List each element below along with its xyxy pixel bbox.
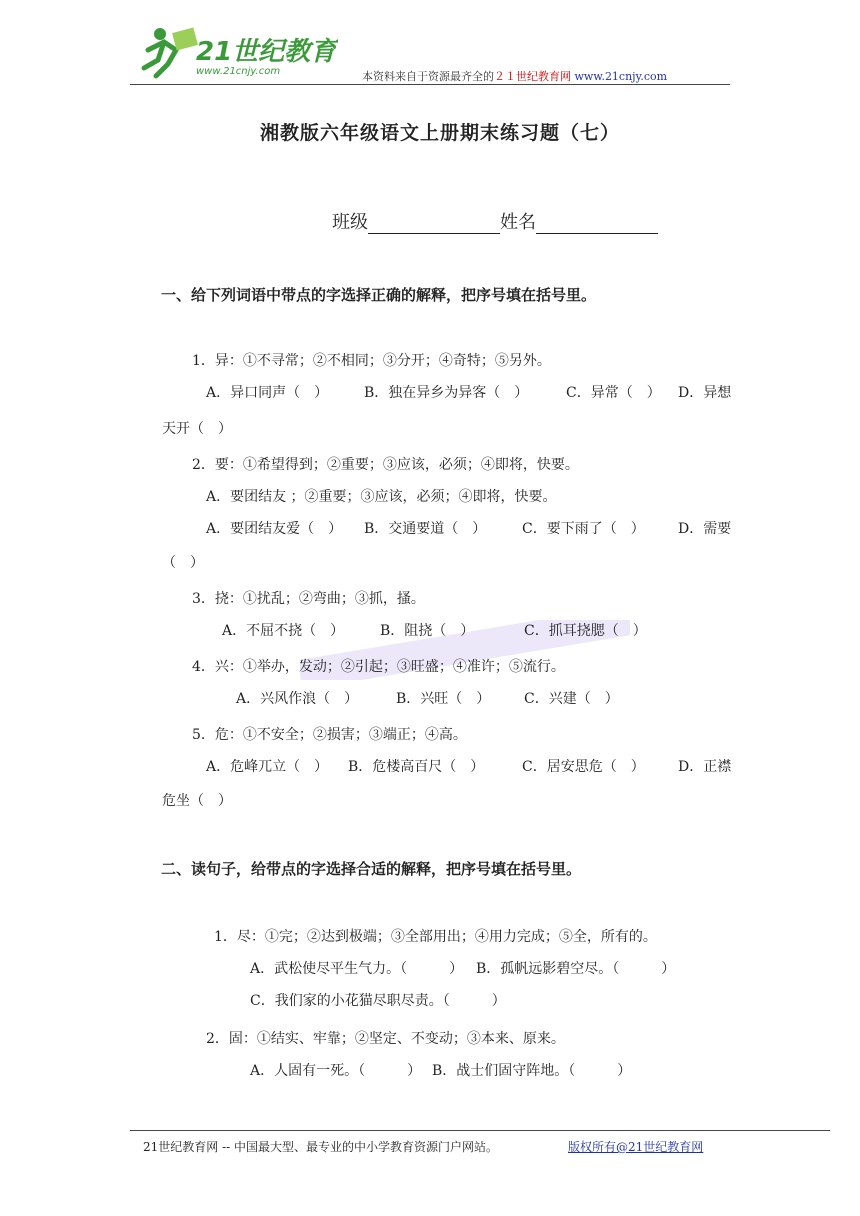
footer-text: 21世纪教育网 -- 中国最大型、最专业的中小学教育资源门户网站。: [143, 1140, 499, 1154]
tagline-url-link[interactable]: www.21cnjy.com: [574, 70, 668, 83]
q1-option-d: D．异想: [678, 385, 732, 401]
s2-q1-option-b: B．孤帆远影碧空尽。（ ）: [476, 961, 676, 977]
q2-option-a: A．要团结友爱（ ）: [206, 521, 343, 537]
q2-extra-line: A．要团结友 ；②重要；③应该，必须；④即将，快要。: [206, 489, 557, 505]
s2-q1-option-c: C．我们家的小花猫尽职尽责。（ ）: [250, 993, 506, 1009]
s2-q2-option-a: A．人固有一死。（ ）: [250, 1063, 422, 1079]
q3-option-b: B．阻挠（ ）: [380, 623, 475, 639]
q5-option-b: B．危楼高百尺（ ）: [348, 759, 485, 775]
site-logo: [138, 20, 338, 86]
q1-option-d-cont: 天开（ ）: [162, 421, 232, 437]
q2-option-b: B．交通要道（ ）: [364, 521, 487, 537]
q1-option-b: B．独在异乡为异客（ ）: [364, 385, 529, 401]
class-label: 班级: [332, 212, 368, 233]
runner-logo-icon: [138, 20, 338, 86]
q4-option-a: A．兴风作浪（ ）: [236, 691, 359, 707]
class-field[interactable]: [368, 215, 500, 234]
q3-option-c: C．抓耳挠腮（ ）: [524, 623, 647, 639]
q5-definition: 5．危：①不安全；②损害；③端正；④高。: [192, 727, 467, 743]
q1-option-c: C．异常（ ）: [566, 385, 661, 401]
q4-definition: 4．兴：①举办，发动；②引起；③旺盛；④准许；⑤流行。: [192, 659, 565, 675]
tagline-prefix: 本资料来自于资源最齐全的: [362, 70, 494, 83]
header-tagline: [362, 68, 667, 84]
q5-option-c: C．居安思危（ ）: [522, 759, 645, 775]
s2-q1-definition: 1．尽：①完；②达到极端；③全部用出；④用力完成；⑤全，所有的。: [214, 929, 657, 945]
footer-divider: [130, 1130, 830, 1131]
q4-option-b: B．兴旺（ ）: [396, 691, 491, 707]
q2-definition: 2．要：①希望得到；②重要；③应该，必须；④即将，快要。: [192, 457, 579, 473]
svg-text:21世纪教育: 21世纪教育: [196, 37, 337, 67]
q1-definition: 1．异：①不寻常；②不相同；③分开；④奇特；⑤另外。: [192, 353, 551, 369]
section-2-heading: 二、读句子，给带点的字选择合适的解释，把序号填在括号里。: [161, 860, 582, 878]
svg-text:www.21cnjy.com: www.21cnjy.com: [196, 66, 281, 77]
section-1-heading: 一、给下列词语中带点的字选择正确的解释，把序号填在括号里。: [161, 286, 597, 304]
q2-option-d-cont: （ ）: [162, 555, 204, 571]
page-title: 湘教版六年级语文上册期末练习题（七）: [260, 122, 621, 144]
header-divider: [130, 84, 730, 85]
q5-option-d: D．正襟: [678, 759, 732, 775]
s2-q2-option-b: B．战士们固守阵地。（ ）: [432, 1063, 632, 1079]
q2-option-c: C．要下雨了（ ）: [522, 521, 645, 537]
q3-definition: 3．挠：①扰乱；②弯曲；③抓，搔。: [192, 591, 425, 607]
s2-q1-option-a: A．武松使尽平生气力。（ ）: [250, 961, 464, 977]
q1-option-a: A．异口同声（ ）: [206, 385, 329, 401]
q3-option-a: A．不屈不挠（ ）: [222, 623, 345, 639]
tagline-brand: ２１世纪教育网: [494, 70, 571, 83]
name-field[interactable]: [536, 215, 658, 234]
q2-option-d: D．需要: [678, 521, 732, 537]
q5-option-a: A．危峰兀立（ ）: [206, 759, 329, 775]
q4-option-c: C．兴建（ ）: [524, 691, 619, 707]
name-label: 姓名: [500, 212, 536, 233]
student-info: [332, 208, 658, 234]
q5-option-d-cont: 危坐（ ）: [162, 793, 232, 809]
s2-q2-definition: 2．固：①结实、牢靠；②坚定、不变动；③本来、原来。: [206, 1031, 565, 1047]
footer-copyright-link[interactable]: 版权所有@21世纪教育网: [568, 1140, 704, 1154]
